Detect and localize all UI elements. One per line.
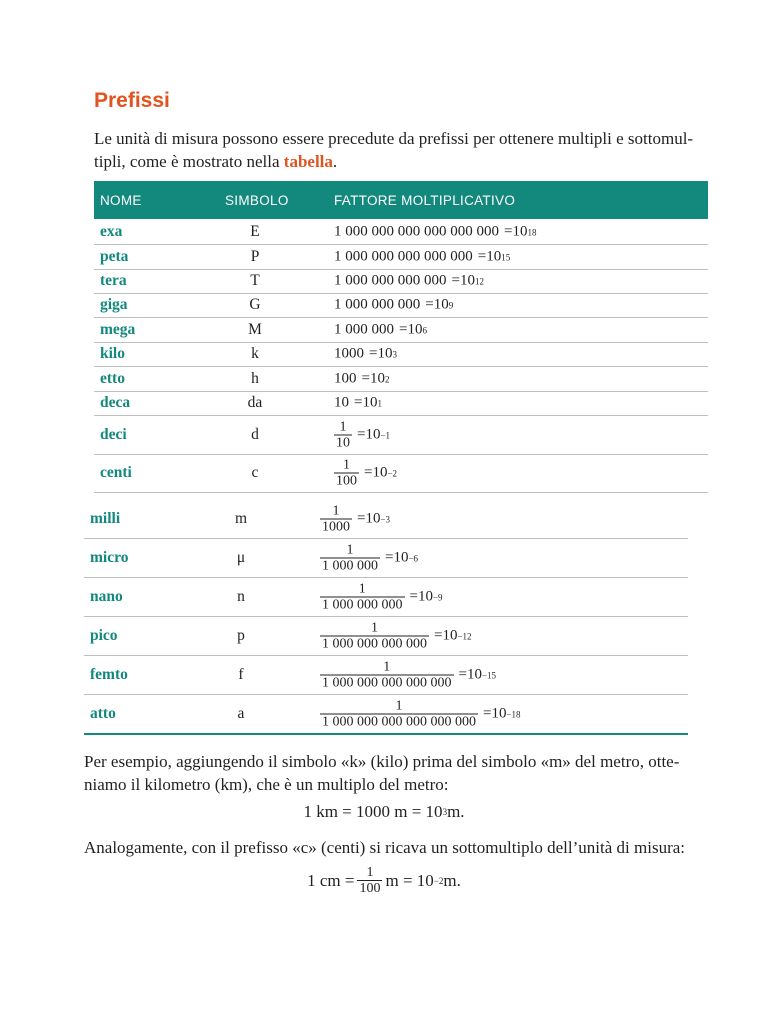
prefix-factor: 1 000 000 = 10 6 [334,321,427,338]
factor-equals: = [361,370,370,387]
table-row [94,367,708,392]
factor-equals: = [399,321,408,338]
prefix-factor: $\frac{1}{1 000 000 000 000 000 000}$ = 10 −18 [322,698,521,730]
factor-equals: = [425,296,434,313]
table-link[interactable]: tabella [283,152,333,171]
prefix-name: tera [100,272,127,289]
header-simbolo: SIMBOLO [225,193,289,208]
table-row [84,578,688,617]
fraction-denominator: 1 000 000 000 000 [322,636,427,652]
prefix-symbol: da [247,394,263,411]
prefix-symbol: h [251,370,259,387]
factor-value: 1 000 000 [334,321,394,338]
prefix-symbol: E [250,223,260,240]
table-row [94,391,708,416]
factor-power: 10 [365,426,381,443]
factor-power: 10 [407,321,423,338]
prefix-name: exa [100,223,123,240]
table-row [94,416,708,455]
example-paragraph: Per esempio, aggiungendo il simbolo «k» (kilo) prima del simbolo «m» del metro, otte-niamo il kilometro (km), che è un multiplo del metro: [84,752,680,794]
factor-equals: = [434,627,443,644]
prefix-factor: $\frac{1}{1 000 000 000 000}$ = 10 −12 [322,620,472,652]
factor-fraction [334,420,352,451]
table-row [84,500,688,539]
prefix-name: pico [90,627,118,644]
prefix-factor: $\frac{1}{1000}$ = 10 −3 [322,503,391,535]
fraction-numerator: 1 [371,620,378,636]
prefix-symbol: P [250,248,260,265]
factor-power: 10 [491,705,507,722]
factor-fraction [320,543,380,574]
formula-km-tail: m. [447,802,465,821]
fraction-denominator: 100 [359,881,381,896]
factor-power: 10 [459,272,475,289]
factor-power: 10 [466,666,482,683]
fraction-numerator: 1 [358,581,366,597]
factor-equals: = [364,464,373,481]
prefix-symbol: p [237,627,245,644]
factor-value: 100 [334,370,357,387]
prefix-name: kilo [100,345,125,362]
factor-equals: = [354,394,363,411]
factor-power: 10 [393,549,409,566]
prefix-name: femto [90,666,128,683]
formula-cm-mid: m = 10 [385,870,434,890]
factor-fraction [334,458,359,489]
formula-cm-fraction [357,865,382,896]
formula-cm-lhs: 1 cm = [307,870,355,890]
factor-fraction [320,582,405,613]
formula-cm-tail: m. [443,870,461,890]
prefix-name: deca [100,394,131,411]
fraction-denominator: 10 [336,435,350,451]
prefix-factor: 10 = 10 1 [334,394,382,411]
factor-power: 10 [442,627,458,644]
analog-paragraph: Analogamente, con il prefisso «c» (centi) si ricava un sottomultiplo dell’unità di misura: [84,838,685,857]
prefix-symbol: M [248,321,262,338]
table-row [84,539,688,578]
prefix-factor: 1 000 000 000 000 000 = 10 15 [334,248,511,265]
factor-equals: = [504,223,513,240]
fraction-denominator: 1 000 000 [322,558,378,574]
prefix-factor: $\frac{1}{10}$ = 10 −1 [336,419,391,451]
prefix-factor: $\frac{1}{1 000 000}$ = 10 −6 [322,542,419,574]
prefix-symbol: n [237,588,245,605]
factor-power: 10 [369,370,385,387]
fraction-numerator: 1 [383,659,391,675]
header-nome: NOME [100,193,142,208]
prefix-factor: $\frac{1}{1 000 000 000}$ = 10 −9 [322,581,443,613]
prefix-factor: 1 000 000 000 = 10 9 [334,296,454,313]
prefix-symbol: m [234,510,248,527]
factor-value: 1 000 000 000 [334,296,421,313]
factor-fraction [320,660,454,691]
factor-value: 10 [334,394,349,411]
fraction-numerator: 1 [343,457,350,473]
intro-text: Le unità di misura possono essere precedute da prefissi per ottenere multipli e sottomul-tipli, come è mostrato nella [94,129,694,171]
prefix-name: milli [90,510,121,527]
formula-km: 1 km = 1000 m = 10 3 m. [303,802,465,821]
table-row [94,245,708,270]
factor-power: 10 [417,588,433,605]
table-row [94,269,708,294]
factor-equals: = [369,345,378,362]
factor-equals: = [458,666,467,683]
fraction-denominator: 1 000 000 000 000 000 [322,675,452,691]
fraction-numerator: 1 [366,865,374,880]
fraction-denominator: 1000 [322,519,350,535]
fraction-denominator: 1 000 000 000 000 000 000 [322,714,476,730]
prefix-name: micro [90,549,129,566]
factor-equals: = [483,705,492,722]
factor-power: 10 [486,248,502,265]
table-header [94,181,708,219]
prefix-factor: 100 = 10 2 [334,370,390,387]
prefix-name: giga [100,296,128,313]
fraction-denominator: 1 000 000 000 [322,597,403,613]
section-title: Prefissi [94,89,170,112]
prefix-factor: 1 000 000 000 000 = 10 12 [334,272,484,289]
factor-equals: = [385,549,394,566]
prefix-symbol: c [251,464,259,481]
factor-value: 1 000 000 000 000 000 [334,248,473,265]
prefix-name: mega [100,321,136,338]
table-row [94,454,708,493]
fraction-denominator: 100 [336,473,357,489]
fraction-numerator: 1 [346,542,354,558]
table-row [84,656,688,695]
factor-equals: = [357,510,366,527]
factor-value: 1 000 000 000 000 [334,272,447,289]
prefix-symbol: f [238,666,244,683]
table-row [94,220,708,245]
factor-equals: = [477,248,487,265]
factor-power: 10 [362,394,378,411]
prefix-name: centi [100,464,132,481]
prefix-name: nano [90,588,123,605]
factor-fraction [320,699,478,730]
factor-value: 1000 [334,345,364,362]
prefix-name: atto [90,705,116,722]
formula-km-text: 1 km = 1000 m = 10 [303,802,443,821]
table-row [84,617,688,656]
factor-fraction [320,621,429,652]
intro-text-end: . [332,152,338,171]
prefix-factor: $\frac{1}{100}$ = 10 −2 [336,457,398,489]
fraction-numerator: 1 [339,419,347,435]
prefix-factor: $\frac{1}{1 000 000 000 000 000}$ = 10 −15 [322,659,497,691]
prefix-name: etto [100,370,125,387]
factor-power: 10 [433,296,449,313]
factor-value: 1 000 000 000 000 000 000 [334,223,499,240]
prefix-symbol: μ [236,549,246,566]
factor-power: 10 [372,464,388,481]
prefix-symbol: d [251,426,259,443]
factor-equals: = [451,272,460,289]
prefix-symbol: a [237,705,245,722]
prefix-name: deci [100,426,127,443]
fraction-numerator: 1 [332,503,340,519]
formula-cm: 1 cm = $\frac{1}{100}$ m = 10 −2 m. [307,865,461,896]
factor-power: 10 [512,223,528,240]
table-row [94,342,708,367]
table-row [94,293,708,318]
factor-equals: = [357,426,366,443]
prefix-symbol: T [250,272,260,289]
factor-fraction [320,504,352,535]
factor-power: 10 [365,510,381,527]
header-fattore: FATTORE MOLTIPLICATIVO [334,193,516,208]
prefix-name: peta [100,248,129,265]
prefix-factor: 1000 = 10 3 [334,345,397,362]
table-row [94,318,708,343]
intro-paragraph [94,127,709,173]
prefix-symbol: G [249,296,261,313]
prefix-symbol: k [251,345,259,362]
prefix-factor: 1 000 000 000 000 000 000 = 10 18 [334,223,537,240]
fraction-numerator: 1 [395,698,403,714]
factor-equals: = [409,588,418,605]
factor-power: 10 [377,345,393,362]
table-row [84,695,688,735]
